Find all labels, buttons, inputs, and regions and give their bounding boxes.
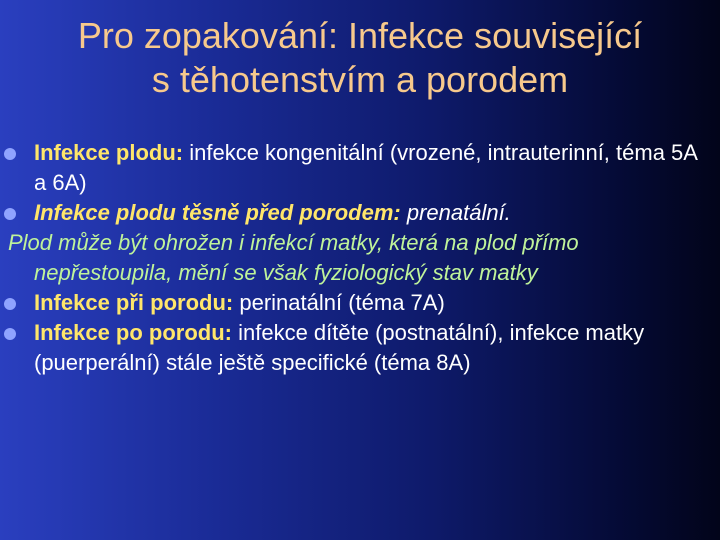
bullet-label: Infekce po porodu: bbox=[34, 320, 232, 345]
bullet-pri-porodu bbox=[8, 288, 708, 318]
bullet-text: infekce dítěte (postnatální), infekce matky (puerperální) stále ještě specifické (téma 8A) bbox=[34, 320, 645, 375]
bullet-pred-porodem bbox=[8, 198, 708, 228]
paragraph-plod-ohrozen bbox=[8, 228, 708, 288]
title-line-2: s těhotenstvím a porodem bbox=[151, 59, 569, 100]
paragraph-text: Plod může být ohrožen i infekcí matky, která na plod přímo nepřestoupila, mění se však fyziologický stav matky bbox=[8, 230, 579, 285]
bullet-text: prenatální. bbox=[400, 200, 511, 225]
bullet-po-porodu bbox=[8, 318, 708, 378]
title-line-1: Pro zopakování: Infekce související bbox=[77, 15, 643, 56]
bullet-label: Infekce plodu: bbox=[34, 140, 184, 165]
bullet-label: Infekce plodu těsně před porodem: bbox=[34, 200, 401, 225]
bullet-text: perinatální (téma 7A) bbox=[233, 290, 445, 315]
slide-title bbox=[0, 14, 720, 102]
bullet-list bbox=[8, 138, 708, 378]
bullet-label: Infekce při porodu: bbox=[34, 290, 234, 315]
bullet-text: infekce kongenitální (vrozené, intrauterinní, téma 5A a 6A) bbox=[34, 140, 697, 195]
bullet-infekce-plodu bbox=[8, 138, 708, 198]
